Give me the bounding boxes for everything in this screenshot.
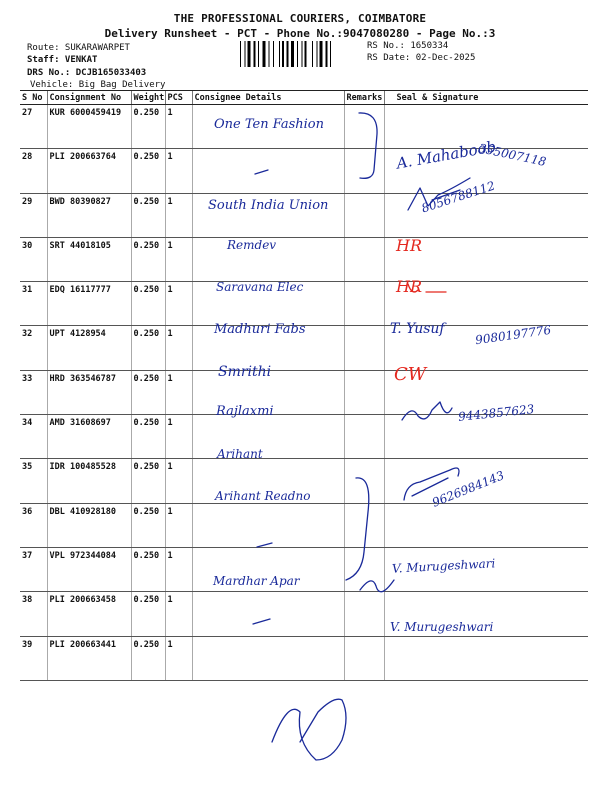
cell-sno: 37 [20,547,47,591]
cell-consignment-no: VPL 972344084 [47,547,131,591]
table-row [20,282,588,326]
barcode-bar [330,41,331,67]
cell-remarks [344,326,384,370]
barcode-bar [320,41,323,67]
col-consignee: Consignee Details [192,91,344,105]
handwritten-signature: V. Murugeshwari [390,620,494,634]
cell-consignment-no: IDR 100485528 [47,459,131,503]
cell-consignee-details [192,503,344,547]
cell-sno: 31 [20,282,47,326]
cell-weight: 0.250 [131,149,165,193]
cell-sno: 27 [20,105,47,149]
cell-consignment-no: EDQ 16117777 [47,282,131,326]
cell-consignee-details [192,415,344,459]
cell-weight: 0.250 [131,237,165,281]
cell-consignment-no: HRD 363546787 [47,370,131,414]
vehicle-label: Vehicle: Big Bag Delivery [30,80,166,90]
handwritten-consignee: Smrithi [218,364,272,380]
barcode-bar [287,41,289,67]
col-weight: Weight [131,91,165,105]
handwritten-signature: CW [394,364,427,385]
barcode-bar [273,41,274,67]
cell-consignment-no: PLI 200663458 [47,592,131,636]
handwritten-signature: A. Mahaboob [395,137,498,173]
rs-date: RS Date: 02-Dec-2025 [367,53,476,63]
table-row [20,547,588,591]
drs-number: DRS No.: DCJB165033403 [27,68,147,78]
barcode-bar [291,41,294,67]
barcode-bar [302,41,303,67]
cell-sno: 35 [20,459,47,503]
handwritten-phone: 9443857623 [457,402,535,424]
cell-remarks [344,149,384,193]
cell-pcs: 1 [165,547,192,591]
barcode-bar [297,41,298,67]
cell-consignment-no: DBL 410928180 [47,503,131,547]
cell-pcs: 1 [165,193,192,237]
runsheet-subtitle: Delivery Runsheet - PCT - Phone No.:9047080280 - Page No.:3 [104,27,496,40]
cell-seal-signature [384,193,588,237]
cell-remarks [344,415,384,459]
barcode-bar [269,41,270,67]
handwritten-consignee: Remdev [227,238,277,252]
cell-consignment-no: PLI 200663764 [47,149,131,193]
col-remarks: Remarks [344,91,384,105]
cell-consignee-details [192,149,344,193]
handwritten-consignee: Saravana Elec [216,280,304,294]
cell-sno: 30 [20,237,47,281]
cell-weight: 0.250 [131,282,165,326]
barcode-bar [326,41,328,67]
cell-pcs: 1 [165,415,192,459]
col-consignment: Consignment No [47,91,131,105]
cell-remarks [344,237,384,281]
cell-remarks [344,636,384,680]
cell-remarks [344,370,384,414]
table-row [20,237,588,281]
cell-remarks [344,459,384,503]
cell-weight: 0.250 [131,193,165,237]
col-sno: S No [20,91,47,105]
handwritten-consignee: One Ten Fashion [214,117,325,132]
table-row [20,415,588,459]
handwritten-consignee: Arihant Readno [215,489,311,503]
cell-pcs: 1 [165,237,192,281]
barcode-bar [317,41,318,67]
cell-pcs: 1 [165,149,192,193]
handwritten-signature: HR [396,236,422,255]
barcode-bar [254,41,256,67]
cell-sno: 39 [20,636,47,680]
cell-pcs: 1 [165,503,192,547]
cell-seal-signature [384,503,588,547]
cell-consignment-no: KUR 6000459419 [47,105,131,149]
barcode-bar [263,41,266,67]
barcode-bar [279,41,280,67]
cell-consignment-no: BWD 80390827 [47,193,131,237]
handwritten-signature: V. Murugeshwari [391,556,496,576]
cell-pcs: 1 [165,636,192,680]
barcode-bar [312,41,313,67]
cell-consignment-no: PLI 200663441 [47,636,131,680]
cell-weight: 0.250 [131,326,165,370]
handwritten-consignee: Madhuri Fabs [214,322,306,337]
table-header-row [20,91,588,105]
cell-remarks [344,503,384,547]
handwritten-phone: 9080197776 [474,322,552,348]
cell-pcs: 1 [165,459,192,503]
barcode-bar [240,41,241,67]
cell-pcs: 1 [165,105,192,149]
cell-sno: 32 [20,326,47,370]
handwritten-consignee: Rajlaxmi [216,404,274,419]
handwritten-signature: T. Yusuf [390,321,445,337]
runsheet-table [20,90,588,681]
rs-number: RS No.: 1650334 [367,41,449,51]
cell-remarks [344,547,384,591]
barcode-bar [305,41,307,67]
cell-remarks [344,282,384,326]
handwritten-phone: 9626984143 [430,468,507,510]
cell-weight: 0.250 [131,370,165,414]
barcode [240,41,360,67]
cell-pcs: 1 [165,282,192,326]
cell-consignment-no: AMD 31608697 [47,415,131,459]
cell-weight: 0.250 [131,415,165,459]
barcode-bar [245,41,246,67]
cell-pcs: 1 [165,592,192,636]
handwritten-signature: HR [396,277,422,296]
table-row [20,503,588,547]
table-row [20,592,588,636]
handwritten-phone: 8056788112 [419,178,497,216]
cell-remarks [344,592,384,636]
cell-sno: 29 [20,193,47,237]
cell-sno: 36 [20,503,47,547]
table-row [20,636,588,680]
handwritten-consignee: Mardhar Apar [213,574,300,588]
cell-consignee-details [192,636,344,680]
cell-sno: 28 [20,149,47,193]
cell-sno: 33 [20,370,47,414]
cell-weight: 0.250 [131,547,165,591]
cell-sno: 34 [20,415,47,459]
col-signature: Seal & Signature [384,91,588,105]
cell-consignment-no: UPT 4128954 [47,326,131,370]
cell-remarks [344,105,384,149]
cell-sno: 38 [20,592,47,636]
cell-seal-signature [384,636,588,680]
handwritten-phone: 355007118 [477,141,548,169]
cell-weight: 0.250 [131,459,165,503]
cell-remarks [344,193,384,237]
barcode-bar [248,41,251,67]
barcode-bar [282,41,284,67]
cell-consignee-details [192,592,344,636]
cell-consignment-no: SRT 44018105 [47,237,131,281]
cell-seal-signature [384,415,588,459]
scribble-mark [272,699,346,760]
col-pcs: PCS [165,91,192,105]
staff-label: Staff: VENKAT [27,55,98,65]
handwritten-consignee: Arihant [217,447,263,461]
cell-weight: 0.250 [131,592,165,636]
cell-pcs: 1 [165,370,192,414]
cell-pcs: 1 [165,326,192,370]
route-label: Route: SUKARAWARPET [27,43,130,53]
cell-weight: 0.250 [131,636,165,680]
barcode-bar [258,41,259,67]
company-title: THE PROFESSIONAL COURIERS, COIMBATORE [173,12,427,25]
cell-weight: 0.250 [131,503,165,547]
handwritten-consignee: South India Union [208,198,329,213]
cell-weight: 0.250 [131,105,165,149]
